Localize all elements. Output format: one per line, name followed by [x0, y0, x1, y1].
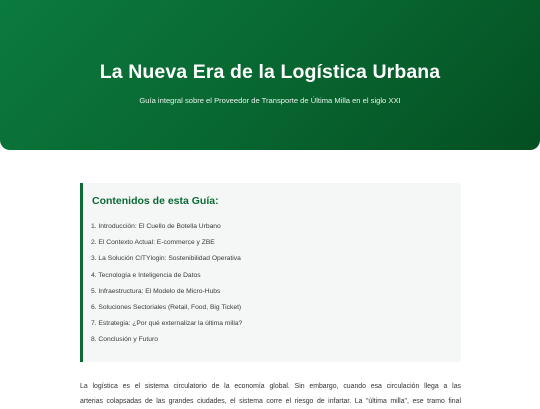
intro-paragraph-line: arterias colapsadas de las grandes ciudades, el sistema corre el riesgo de infartar. La "última milla", ese tramo final — [80, 398, 461, 405]
hero-banner — [0, 0, 540, 150]
page-title: La Nueva Era de la Logística Urbana — [99, 61, 441, 83]
toc-item-introduccion[interactable]: 1. Introducción: El Cuello de Botella Urbano — [91, 223, 221, 230]
toc-item-tecnologia[interactable]: 4. Tecnología e Inteligencia de Datos — [91, 271, 201, 279]
toc-item-estrategia[interactable]: 7. Estrategia: ¿Por qué externalizar la última milla? — [91, 320, 243, 328]
toc-item-contexto[interactable]: 2. El Contexto Actual: E-commerce y ZBE — [91, 239, 215, 247]
toc-list — [91, 222, 242, 352]
toc-title: Contenidos de esta Guía: — [92, 195, 219, 207]
table-of-contents — [80, 183, 461, 362]
toc-item-solucion[interactable]: 3. La Solución CITYlogin: Sostenibilidad Operativa — [91, 255, 241, 263]
toc-item-infraestructura[interactable]: 5. Infraestructura: El Modelo de Micro-Hubs — [91, 287, 221, 295]
toc-item-soluciones[interactable]: 6. Soluciones Sectoriales (Retail, Food, Big Ticket) — [91, 303, 242, 311]
intro-paragraph-line: La logística es el sistema circulatorio de la economía global. Sin embargo, cuando esa circulación llega a las — [80, 383, 461, 390]
toc-item-conclusion[interactable]: 8. Conclusión y Futuro — [91, 336, 158, 344]
page-subtitle: Guía integral sobre el Proveedor de Transporte de Última Milla en el siglo XXI — [139, 96, 401, 105]
